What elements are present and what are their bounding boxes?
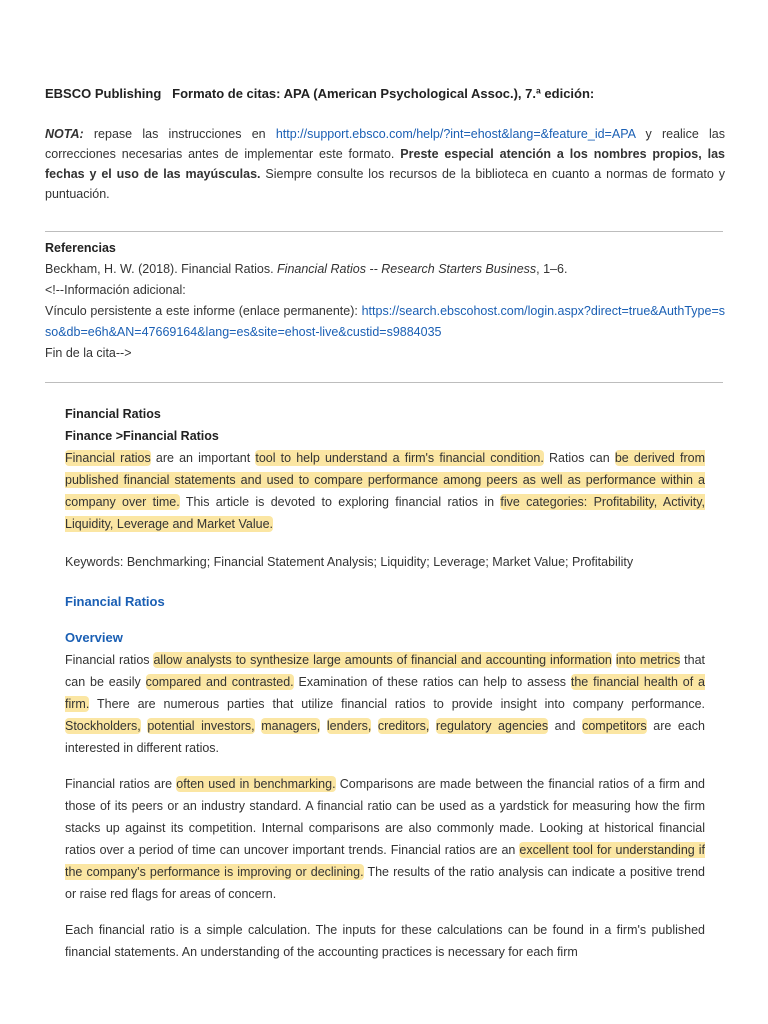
section-title: Financial Ratios bbox=[65, 594, 165, 609]
text-run bbox=[371, 719, 378, 733]
note-text: y realice las correcciones necesarias antes de implementar este formato. bbox=[45, 127, 725, 161]
permalink-label: Vínculo persistente a este informe (enlace permanente): bbox=[45, 304, 362, 318]
text-run: are an important bbox=[150, 451, 256, 465]
text-run: Comparisons are made between the financial ratios of a firm and those of its peers or an industry standard. A financial ratio can be used as a yardstick for measuring how the firm stacks up against its competition. Internal comparisons are also commonly made. Looking at historical financial ratios over a period of time can uncover important trends. Financial ratios are an bbox=[65, 777, 705, 857]
highlighted-text: competitors bbox=[582, 719, 647, 733]
highlighted-text: lenders, bbox=[326, 719, 372, 733]
text-run: This article is devoted to exploring financial ratios in bbox=[179, 495, 501, 509]
highlighted-text: five categories: Profitability, Activity, Liquidity, Leverage and Market Value. bbox=[65, 495, 706, 531]
highlighted-text: tool to help understand a firm's financial condition. bbox=[255, 451, 544, 465]
paragraph bbox=[65, 773, 705, 905]
text-run: The results of the ratio analysis can indicate a positive trend or raise red flags for areas of concern. bbox=[65, 865, 705, 901]
paragraph bbox=[65, 649, 705, 759]
highlighted-text: managers, bbox=[261, 719, 321, 733]
highlighted-text: be derived from published financial statements and used to compare performance among peers as well as performance within a company over time. bbox=[65, 451, 705, 509]
references-title: Referencias bbox=[45, 241, 116, 255]
citation: Beckham, H. W. (2018). Financial Ratios. Financial Ratios -- Research Starters Business, 1–6. bbox=[45, 262, 568, 276]
text-run: Examination of these ratios can help to assess bbox=[293, 675, 571, 689]
citation-format: Formato de citas: APA (American Psychological Assoc.), 7.ª edición: bbox=[172, 86, 595, 101]
text-run: that can be easily bbox=[65, 653, 706, 689]
article-body bbox=[65, 403, 705, 963]
text-run bbox=[429, 719, 436, 733]
references-section bbox=[45, 238, 725, 364]
highlighted-text: Financial ratios bbox=[65, 451, 151, 465]
text-run: are each interested in different ratios. bbox=[65, 719, 705, 755]
text-run: Each financial ratio is a simple calculation. The inputs for these calculations can be found in a firm's published financial statements. An understanding of the accounting practices is necessary for each firm bbox=[65, 923, 705, 959]
text-run: and bbox=[548, 719, 583, 733]
highlighted-text: into metrics bbox=[615, 653, 681, 667]
note-text: repase las instrucciones en bbox=[83, 127, 276, 141]
highlighted-text: the financial health of a firm. bbox=[65, 675, 705, 711]
note-text: Siempre consulte los recursos de la biblioteca en cuanto a normas de formato y puntuación. bbox=[45, 167, 725, 201]
publisher-name: EBSCO Publishing bbox=[45, 86, 162, 101]
article-title: Financial Ratios bbox=[65, 407, 161, 421]
subsection-title: Overview bbox=[65, 630, 123, 645]
text-run: There are numerous parties that utilize financial ratios to provide insight into company performance. bbox=[89, 697, 705, 711]
highlighted-text: creditors, bbox=[377, 719, 430, 733]
text-run: Financial ratios are bbox=[65, 777, 177, 791]
divider bbox=[45, 231, 723, 232]
highlighted-text: compared and contrasted. bbox=[145, 675, 294, 689]
note-label: NOTA: bbox=[45, 127, 84, 141]
note-emphasis: Preste especial atención a los nombres propios, las fechas y el uso de las mayúsculas. bbox=[45, 147, 725, 181]
keywords: Keywords: Benchmarking; Financial Statement Analysis; Liquidity; Leverage; Market Value; Profitability bbox=[65, 555, 634, 569]
format-note bbox=[45, 124, 725, 204]
text-run bbox=[320, 719, 327, 733]
abstract bbox=[65, 447, 705, 535]
highlighted-text: excellent tool for understanding if the company's performance is improving or declining. bbox=[65, 843, 705, 879]
highlighted-text: regulatory agencies bbox=[435, 719, 549, 733]
citation-header bbox=[45, 86, 594, 101]
highlighted-text: Stockholders, bbox=[65, 719, 141, 733]
permalink-line bbox=[45, 301, 725, 343]
text-run: Financial ratios bbox=[65, 653, 154, 667]
highlighted-text: often used in benchmarking. bbox=[176, 777, 336, 791]
info-comment-end: Fin de la cita--> bbox=[45, 346, 132, 360]
highlighted-text: allow analysts to synthesize large amounts of financial and accounting information bbox=[153, 653, 612, 667]
highlighted-text: potential investors, bbox=[147, 719, 255, 733]
breadcrumb: Finance >Financial Ratios bbox=[65, 429, 219, 443]
paragraph bbox=[65, 919, 705, 963]
help-link[interactable]: http://support.ebsco.com/help/?int=ehost&lang=&feature_id=APA bbox=[275, 127, 636, 141]
text-run: Ratios can bbox=[543, 451, 615, 465]
permalink-link[interactable]: https://search.ebscohost.com/login.aspx?direct=true&AuthType=sso&db=e6h&AN=47669164&lang=es&site=ehost-live&custid=s9884035 bbox=[45, 304, 725, 339]
divider bbox=[45, 382, 723, 383]
info-comment-open: <!--Información adicional: bbox=[45, 283, 186, 297]
